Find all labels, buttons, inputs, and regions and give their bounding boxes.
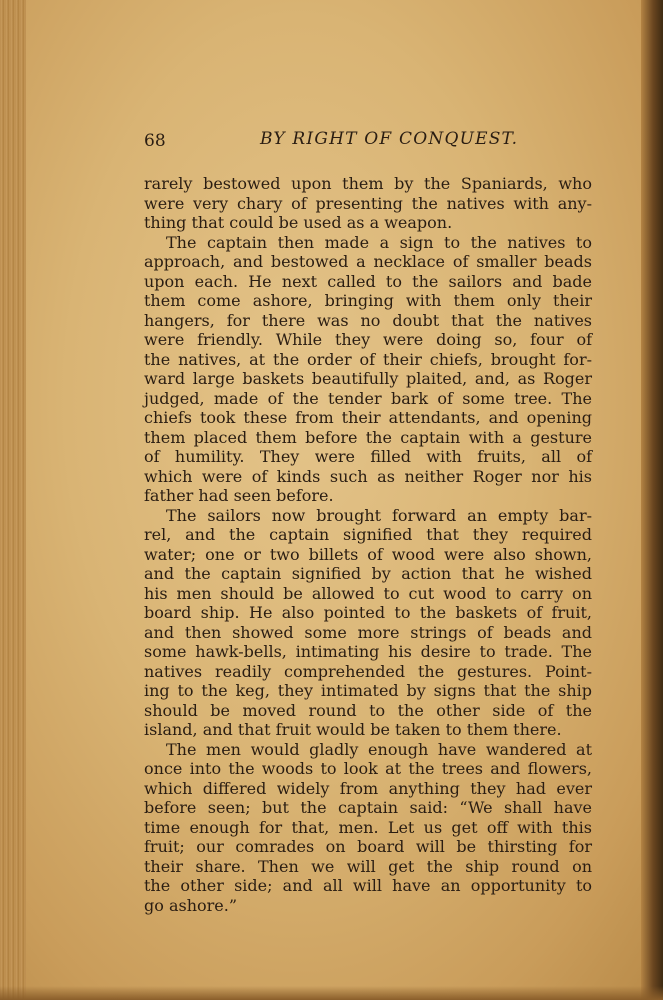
page-stack-edge: [0, 0, 26, 1000]
text-line: judged, made of the tender bark of some tree. The: [144, 388, 592, 408]
text-line: The men would gladly enough have wandered at: [166, 739, 592, 759]
text-line: upon each. He next called to the sailors and bade: [144, 271, 592, 291]
text-line: his men should be allowed to cut wood to carry on: [144, 583, 592, 603]
text-line: thing that could be used as a weapon.: [144, 213, 453, 232]
text-line: father had seen before.: [144, 486, 334, 505]
text-line: go ashore.”: [144, 895, 238, 915]
text-line: rel, and the captain signified that they required: [144, 525, 592, 544]
text-line: and then showed some more strings of beads and: [144, 622, 592, 642]
book-spine-shadow: [641, 0, 663, 1000]
text-line: hangers, for there was no doubt that the natives: [144, 310, 592, 330]
text-line: ing to the keg, they intimated by signs that the ship: [144, 681, 592, 700]
text-line: the natives, at the order of their chiefs, brought for-: [144, 349, 592, 369]
text-line: water; one or two billets of wood were also shown,: [144, 544, 592, 564]
text-line: which were of kinds such as neither Roger nor his: [144, 466, 592, 486]
text-line: the other side; and all will have an opportunity to: [144, 876, 592, 895]
text-line: board ship. He also pointed to the baskets of fruit,: [144, 603, 592, 622]
text-line: should be moved round to the other side of the: [144, 700, 592, 720]
text-line: them come ashore, bringing with them only their: [144, 291, 592, 310]
page-bottom-shadow: [0, 986, 663, 1000]
text-line: The captain then made a sign to the natives to: [166, 232, 592, 252]
text-line: which differed widely from anything they had ever: [144, 778, 592, 798]
text-line: rarely bestowed upon them by the Spaniards, who: [144, 174, 592, 193]
running-head: BY RIGHT OF CONQUEST.: [260, 129, 519, 149]
text-line: fruit; our comrades on board will be thirsting for: [144, 837, 592, 856]
page-number: 68: [144, 131, 166, 151]
text-line: were friendly. While they were doing so, four of: [144, 330, 592, 349]
text-line: of humility. They were filled with fruits, all of: [144, 447, 592, 466]
body-text: [144, 174, 592, 915]
text-line: once into the woods to look at the trees and flowers,: [144, 759, 592, 778]
text-line: and the captain signified by action that he wished: [144, 564, 592, 583]
text-line: time enough for that, men. Let us get off with this: [144, 817, 592, 837]
text-line: them placed them before the captain with a gesture: [144, 427, 592, 447]
page-header: [144, 129, 592, 153]
text-line: natives readily comprehended the gestures. Point-: [144, 661, 592, 681]
text-line: were very chary of presenting the natives with any-: [144, 193, 592, 213]
text-line: approach, and bestowed a necklace of smaller beads: [144, 252, 592, 271]
text-line: before seen; but the captain said: “We shall have: [144, 798, 592, 817]
text-line: their share. Then we will get the ship round on: [144, 856, 592, 876]
text-line: some hawk-bells, intimating his desire to trade. The: [144, 642, 592, 661]
text-line: island, and that fruit would be taken to them there.: [144, 720, 562, 739]
text-line: chiefs took these from their attendants, and opening: [144, 408, 592, 427]
text-line: ward large baskets beautifully plaited, and, as Roger: [144, 369, 592, 388]
text-line: The sailors now brought forward an empty bar-: [166, 505, 592, 525]
